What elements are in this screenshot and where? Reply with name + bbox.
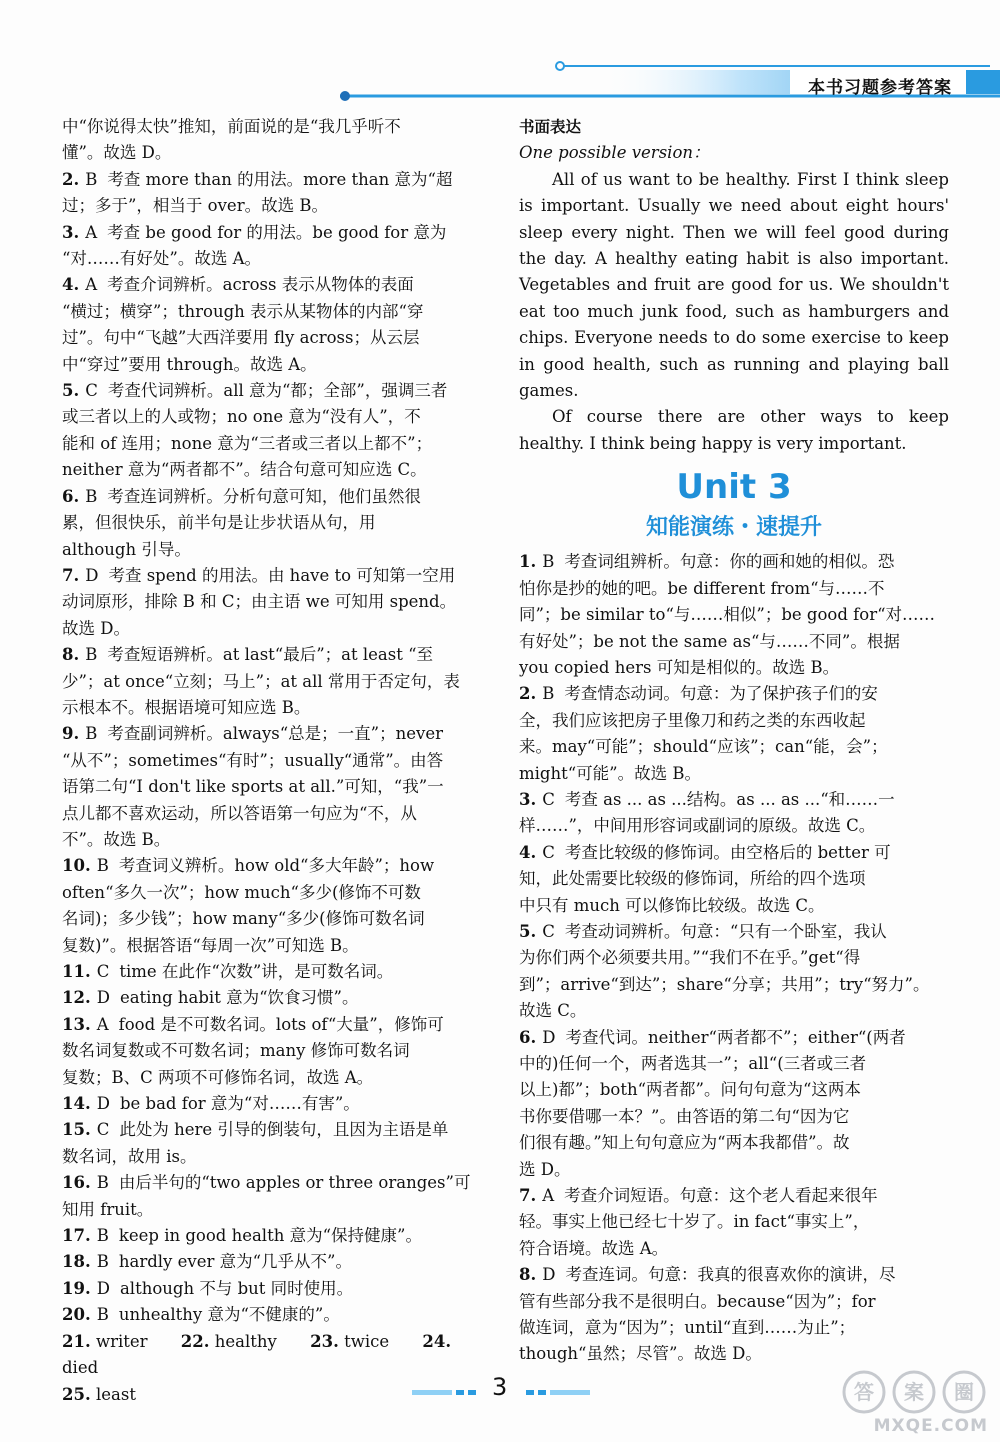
watermark-logo-char-2: 案 xyxy=(904,1380,924,1404)
text-line xyxy=(62,1170,492,1196)
explanation-text: 考查词义辨析。how old“多大年龄”；how xyxy=(118,856,435,876)
text-line: might“可能”。故选 B。 xyxy=(519,763,701,783)
sample-essay xyxy=(519,167,949,457)
text-line: 以上)都”；both“两者都”。问句句意为“这两本 xyxy=(519,1080,861,1100)
text-line: 过；多于”，相当于 over。故选 B。 xyxy=(62,196,328,216)
watermark xyxy=(834,1366,994,1436)
text-line xyxy=(62,167,492,193)
text-line: 到”；arrive“到达”；share“分享；共用”；try“努力”。 xyxy=(519,974,930,994)
text-line: 同”；be similar to“与……相似”；be good for“对…… xyxy=(519,605,936,625)
question-number: 5. xyxy=(62,381,80,401)
fill-blank-24: 24. died xyxy=(62,1331,452,1378)
question-number: 12. xyxy=(62,988,91,1008)
text-line xyxy=(62,1223,492,1249)
fill-blank-25: 25. least xyxy=(62,1384,136,1404)
explanation-text: eating habit 意为“饮食习惯”。 xyxy=(119,988,359,1008)
explanation-text: 考查 more than 的用法。more than 意为“超 xyxy=(107,169,453,189)
question-number: 8. xyxy=(519,1265,537,1285)
answer-letter: B xyxy=(85,169,98,189)
text-line: 能和 of 连用；none 意为“三者或三者以上都不”； xyxy=(62,433,433,453)
explanation-text: unhealthy 意为“不健康的”。 xyxy=(118,1305,340,1325)
explanation-text: 考查 as ... as ...结构。as ... as ...“和……一 xyxy=(564,789,895,809)
text-line xyxy=(519,1025,949,1051)
text-line: you copied hers 可知是相似的。故选 B。 xyxy=(519,657,840,677)
text-line xyxy=(62,378,492,404)
answer-item xyxy=(519,1183,949,1262)
left-answer-list xyxy=(62,167,492,1329)
answer-letter: C xyxy=(96,962,110,981)
text-line xyxy=(519,787,949,813)
watermark-text: MXQE.COM xyxy=(873,1416,988,1436)
question-number: 19. xyxy=(62,1278,91,1298)
text-line: 选 D。 xyxy=(519,1159,571,1179)
watermark-logo-char-3: 圈 xyxy=(954,1380,974,1404)
text-line xyxy=(62,721,492,747)
text-line: often“多久一次”；how much“多少(修饰不可数 xyxy=(62,882,421,902)
right-answer-list xyxy=(519,549,949,1368)
text-line: 为你们两个必须要共用。”“我们不在乎。”get“得 xyxy=(519,948,861,968)
text-line: “横过；横穿”；through 表示从某物体的内部“穿 xyxy=(62,301,424,321)
answer-letter: B xyxy=(96,1305,109,1325)
text-line: 中“你说得太快”推知，前面说的是“我几乎听不 xyxy=(62,117,401,136)
question-number: 4. xyxy=(519,842,537,862)
explanation-text: 考查词组辨析。句意：你的画和她的相似。恐 xyxy=(564,552,895,572)
explanation-text: 考查 spend 的用法。由 have to 可知第一空用 xyxy=(108,565,456,585)
answer-letter: B xyxy=(96,856,109,876)
answer-letter: B xyxy=(542,684,555,704)
answer-letter: C xyxy=(542,842,555,862)
text-line: 复数)”。根据答语“每周一次”可知选 B。 xyxy=(62,935,359,955)
answer-letter: A xyxy=(542,1186,555,1206)
explanation-text: 考查比较级的修饰词。由空格后的 better 可 xyxy=(564,842,891,862)
question-number: 3. xyxy=(62,222,80,242)
answer-item xyxy=(519,1025,949,1183)
question-number: 9. xyxy=(62,724,80,744)
text-line: although 引导。 xyxy=(62,539,191,559)
question-number: 10. xyxy=(62,856,91,876)
right-column xyxy=(519,114,949,1368)
text-line: 名词)；多少钱”；how many“多少(修饰可数名词 xyxy=(62,909,425,929)
text-line: 累，但很快乐，前半句是让步状语从句，用 xyxy=(62,513,376,533)
explanation-text: 考查介词短语。句意：这个老人看起来很年 xyxy=(564,1186,878,1206)
text-line: 符合语境。故选 A。 xyxy=(519,1238,669,1258)
answer-item xyxy=(62,167,492,220)
text-line xyxy=(519,681,949,707)
text-line xyxy=(62,220,492,246)
answer-item xyxy=(62,853,492,959)
answer-item xyxy=(62,378,492,484)
text-line: 少”；at once“立刻；马上”；at all 常用于否定句，表 xyxy=(62,671,460,691)
page-header xyxy=(0,0,1000,110)
text-line: 中只有 much 可以修饰比较级。故选 C。 xyxy=(519,895,825,915)
question-number: 15. xyxy=(62,1120,91,1140)
essay-paragraph: All of us want to be healthy. First I think sleep is important. Usually we need about eight hours' sleep every night. Then we will feel good during the day. A healthy eating habit is also important. Vegetables and fruit are good for us. We shouldn't eat too much junk food, such as hamburgers and chips. Everyone needs to do some exercise to keep in good health, such as running and playing ball games. xyxy=(519,169,949,401)
question-number: 2. xyxy=(519,684,537,704)
answer-letter: D xyxy=(96,988,110,1008)
text-line: 故选 C。 xyxy=(519,1001,587,1021)
explanation-text: be bad for 意为“对……有害”。 xyxy=(119,1094,360,1114)
explanation-text: keep in good health 意为“保持健康”。 xyxy=(118,1226,422,1246)
text-line: 不”。故选 B。 xyxy=(62,829,171,849)
text-line: 管有些部分我不是很明白。because“因为”；for xyxy=(519,1291,876,1311)
text-line xyxy=(62,853,492,879)
answer-item xyxy=(62,563,492,642)
text-line: neither 意为“两者都不”。结合句意可知应选 C。 xyxy=(62,460,427,480)
essay-paragraph: Of course there are other ways to keep healthy. I think being happy is very important. xyxy=(519,407,949,453)
continued-answer xyxy=(62,114,492,167)
explanation-text: although 不与 but 同时使用。 xyxy=(119,1278,354,1298)
text-line xyxy=(62,985,492,1011)
question-number: 1. xyxy=(519,552,537,572)
text-line xyxy=(519,1183,949,1209)
answer-item xyxy=(62,721,492,853)
text-line: 怕你是抄的她的吧。be different from“与……不 xyxy=(519,578,885,598)
text-line: 来。may“可能”；should“应该”；can“能，会”； xyxy=(519,737,888,757)
text-line xyxy=(519,840,949,866)
answer-item xyxy=(62,484,492,563)
explanation-text: 考查短语辨析。at last“最后”；at least “至 xyxy=(107,645,434,665)
answer-letter: B xyxy=(96,1252,109,1272)
answer-item xyxy=(62,1091,492,1117)
question-number: 14. xyxy=(62,1094,91,1114)
answer-item xyxy=(519,919,949,1025)
watermark-logo-char-1: 答 xyxy=(854,1380,874,1404)
explanation-text: 考查情态动词。句意：为了保护孩子们的安 xyxy=(564,684,878,704)
explanation-text: 考查代词。neither“两者都不”；either“(两者 xyxy=(565,1027,906,1047)
text-line: “对……有好处”。故选 A。 xyxy=(62,249,262,269)
question-number: 11. xyxy=(62,962,91,981)
explanation-text: 考查介词辨析。across 表示从物体的表面 xyxy=(107,275,414,295)
text-line: 中的)任何一个，两者选其一”；all“(三者或三者 xyxy=(519,1054,867,1073)
answer-item xyxy=(62,1170,492,1223)
answer-item xyxy=(62,959,492,985)
answer-letter: B xyxy=(85,645,98,665)
explanation-text: time 在此作“次数”讲，是可数名词。 xyxy=(119,962,394,981)
answer-letter: C xyxy=(542,921,555,941)
answer-letter: D xyxy=(85,565,99,585)
text-line xyxy=(62,1091,492,1117)
text-line: though“虽然；尽管”。故选 D。 xyxy=(519,1344,762,1364)
question-number: 3. xyxy=(519,789,537,809)
explanation-text: 考查连词。句意：我真的很喜欢你的演讲，尽 xyxy=(565,1265,896,1285)
text-line: 知用 fruit。 xyxy=(62,1199,154,1219)
text-line: 知，此处需要比较级的修饰词，所给的四个选项 xyxy=(519,869,866,889)
writing-subheading: One possible version： xyxy=(519,143,710,163)
fill-blank-21: 21. writer xyxy=(62,1331,148,1351)
question-number: 6. xyxy=(519,1027,537,1047)
text-line xyxy=(519,919,949,945)
explanation-text: 此处为 here 引导的倒装句，且因为主语是单 xyxy=(119,1120,449,1140)
answer-letter: C xyxy=(542,789,555,809)
question-number: 8. xyxy=(62,645,80,665)
answer-letter: C xyxy=(85,381,98,401)
fill-blank-row xyxy=(62,1329,492,1382)
text-line: 数名词复数或不可数名词；many 修饰可数名词 xyxy=(62,1041,410,1061)
text-line: 们很有趣。”知上句句意应为“两本我都借”。故 xyxy=(519,1133,850,1153)
question-number: 17. xyxy=(62,1226,91,1246)
fill-blank-22: 22. healthy xyxy=(180,1331,277,1351)
question-number: 5. xyxy=(519,921,537,941)
answer-item xyxy=(62,220,492,273)
answer-letter: B xyxy=(96,1226,109,1246)
text-line xyxy=(519,549,949,575)
answer-item xyxy=(519,681,949,787)
question-number: 18. xyxy=(62,1252,91,1272)
answer-item xyxy=(62,642,492,721)
answer-item xyxy=(62,985,492,1011)
question-number: 16. xyxy=(62,1173,91,1193)
text-line xyxy=(62,959,492,985)
answer-letter: A xyxy=(85,275,98,295)
answer-item xyxy=(62,1223,492,1249)
text-line: “从不”；sometimes“有时”；usually“通常”。由答 xyxy=(62,750,444,770)
question-number: 7. xyxy=(519,1186,537,1206)
question-number: 7. xyxy=(62,565,80,585)
text-line xyxy=(62,563,492,589)
answer-letter: B xyxy=(542,552,555,572)
watermark-logo-icon xyxy=(834,1366,994,1418)
text-line xyxy=(62,484,492,510)
explanation-text: 由后半句的“two apples or three oranges”可 xyxy=(118,1173,471,1193)
text-line xyxy=(62,642,492,668)
question-number: 4. xyxy=(62,275,80,295)
answer-letter: C xyxy=(96,1120,110,1140)
answer-letter: A xyxy=(85,222,98,242)
answer-item xyxy=(519,840,949,919)
text-line: 全，我们应该把房子里像刀和药之类的东西收起 xyxy=(519,710,866,730)
answer-letter: B xyxy=(96,1173,109,1193)
explanation-text: 考查代词辨析。all 意为“都；全部”，强调三者 xyxy=(107,381,448,401)
fill-blank-23: 23. twice xyxy=(310,1331,390,1351)
text-line: 轻。事实上他已经七十岁了。in fact“事实上”， xyxy=(519,1212,870,1232)
text-line xyxy=(62,272,492,298)
text-line: 书你要借哪一本？”。由答语的第二句“因为它 xyxy=(519,1106,850,1126)
answer-letter: A xyxy=(96,1014,109,1034)
answer-letter: B xyxy=(85,724,98,744)
text-line xyxy=(62,1012,492,1038)
text-line: 或三者以上的人或物；no one 意为“没有人”，不 xyxy=(62,407,421,427)
text-line: 有好处”；be not the same as“与……不同”。根据 xyxy=(519,631,900,651)
text-line: 数名词，故用 is。 xyxy=(62,1146,197,1166)
unit-subtitle: 知能演练・速提升 xyxy=(645,515,822,541)
answer-item xyxy=(519,787,949,840)
page-number: 3 xyxy=(492,1373,508,1401)
question-number: 13. xyxy=(62,1014,91,1034)
text-line xyxy=(62,1249,492,1275)
answer-item xyxy=(62,1117,492,1170)
writing-heading: 书面表达 xyxy=(519,118,582,136)
text-line: 懂”。故选 D。 xyxy=(62,143,172,163)
explanation-text: 考查连词辨析。分析句意可知，他们虽然很 xyxy=(107,486,421,506)
text-line: 动词原形，排除 B 和 C；由主语 we 可知用 spend。 xyxy=(62,592,457,612)
explanation-text: food 是不可数名词。lots of“大量”，修饰可 xyxy=(118,1014,444,1034)
answer-item xyxy=(62,1249,492,1275)
answer-item xyxy=(62,1302,492,1328)
answer-letter: B xyxy=(85,486,98,506)
explanation-text: 考查 be good for 的用法。be good for 意为 xyxy=(107,222,447,242)
explanation-text: 考查副词辨析。always“总是；一直”；never xyxy=(107,724,443,744)
answer-letter: D xyxy=(96,1278,110,1298)
unit-title: Unit 3 xyxy=(676,467,792,508)
header-title: 本书习题参考答案 xyxy=(808,78,952,98)
answer-item xyxy=(62,1276,492,1302)
question-number: 2. xyxy=(62,169,80,189)
text-line xyxy=(62,1302,492,1328)
answer-letter: D xyxy=(542,1027,556,1047)
answer-letter: D xyxy=(542,1265,556,1285)
text-line xyxy=(519,1262,949,1288)
text-line: 样……”，中间用形容词或副词的原级。故选 C。 xyxy=(519,816,876,836)
text-line: 复数；B、C 两项不可修饰名词，故选 A。 xyxy=(62,1067,374,1087)
text-line: 中“穿过”要用 through。故选 A。 xyxy=(62,354,317,374)
text-line: 示根本不。根据语境可知应选 B。 xyxy=(62,697,311,717)
answer-item xyxy=(62,272,492,378)
answer-item xyxy=(62,1012,492,1091)
explanation-text: 考查动词辨析。句意：“只有一个卧室，我认 xyxy=(564,921,887,941)
answer-letter: D xyxy=(96,1094,110,1114)
answer-item xyxy=(519,549,949,681)
question-number: 20. xyxy=(62,1305,91,1325)
text-line xyxy=(62,1276,492,1302)
answer-item xyxy=(519,1262,949,1368)
text-line: 做连词，意为“因为”；until“直到……为止”； xyxy=(519,1318,856,1338)
left-column xyxy=(62,114,492,1408)
text-line: 点儿都不喜欢运动，所以答语第一句应为“不，从 xyxy=(62,803,417,823)
text-line: 过”。句中“飞越”大西洋要用 fly across；从云层 xyxy=(62,328,420,348)
explanation-text: hardly ever 意为“几乎从不”。 xyxy=(118,1252,352,1272)
text-line xyxy=(62,1117,492,1143)
text-line: 语第二句“I don't like sports at all.”可知，“我”一 xyxy=(62,777,444,797)
question-number: 6. xyxy=(62,486,80,506)
text-line: 故选 D。 xyxy=(62,618,130,638)
